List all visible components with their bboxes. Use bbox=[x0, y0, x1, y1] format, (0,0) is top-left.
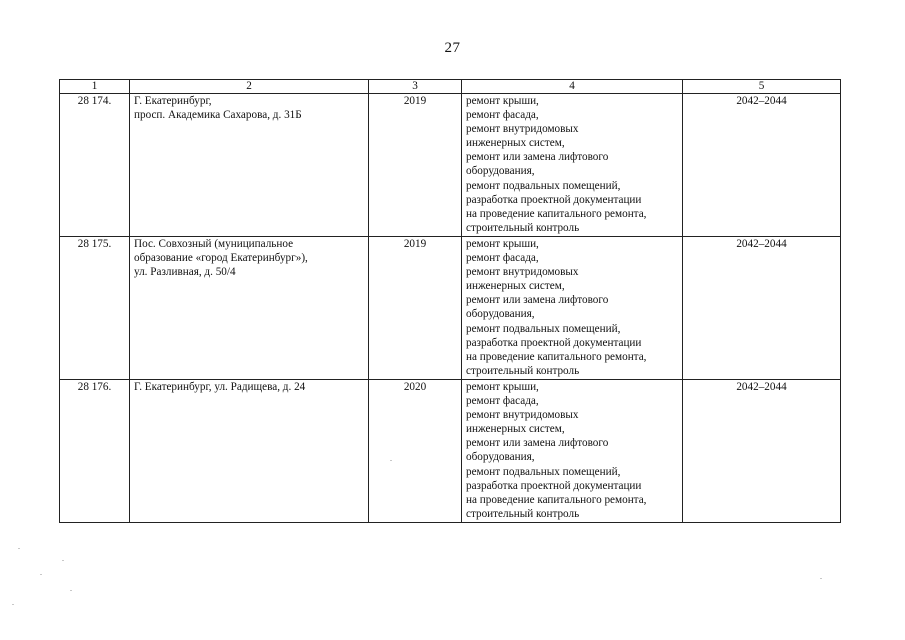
column-number-header: 5 bbox=[683, 80, 841, 94]
table-row bbox=[60, 94, 841, 237]
table-row bbox=[60, 380, 841, 523]
scan-speck bbox=[40, 574, 42, 575]
address-line: Пос. Совхозный (муниципальное bbox=[134, 238, 294, 250]
column-number-header: 2 bbox=[130, 80, 369, 94]
work-item: оборудования, bbox=[466, 308, 535, 321]
address-line: образование «город Екатеринбург»), bbox=[134, 252, 308, 265]
work-item: строительный контроль bbox=[466, 221, 580, 234]
address-cell bbox=[130, 94, 369, 237]
page-number: 27 bbox=[444, 40, 461, 56]
address-line: просп. Академика Сахарова, д. 31Б bbox=[134, 109, 302, 122]
work-item: ремонт фасада, bbox=[466, 109, 539, 122]
year-cell: 2019 bbox=[369, 237, 462, 380]
work-item: ремонт или замена лифтового bbox=[466, 437, 609, 450]
row-number: 28 174. bbox=[60, 94, 130, 237]
row-number: 28 175. bbox=[60, 237, 130, 380]
work-item: ремонт внутридомовых bbox=[466, 266, 579, 279]
capital-repair-table bbox=[59, 79, 841, 523]
period-cell: 2042–2044 bbox=[683, 94, 841, 237]
work-item: ремонт внутридомовых bbox=[466, 409, 579, 422]
works-cell bbox=[462, 94, 683, 237]
year-cell: 2019 bbox=[369, 94, 462, 237]
work-item: разработка проектной документации bbox=[466, 193, 642, 206]
work-item: инженерных систем, bbox=[466, 137, 565, 150]
address-line: Г. Екатеринбург, bbox=[134, 95, 212, 107]
work-item: ремонт подвальных помещений, bbox=[466, 322, 621, 335]
period-cell: 2042–2044 bbox=[683, 237, 841, 380]
work-item: ремонт или замена лифтового bbox=[466, 151, 609, 164]
works-cell bbox=[462, 380, 683, 523]
scan-speck bbox=[18, 548, 20, 549]
work-item: строительный контроль bbox=[466, 364, 580, 377]
work-item: ремонт фасада, bbox=[466, 252, 539, 265]
address-cell bbox=[130, 380, 369, 523]
work-item: ремонт внутридомовых bbox=[466, 123, 579, 136]
work-item: ремонт подвальных помещений, bbox=[466, 465, 621, 478]
address-cell bbox=[130, 237, 369, 380]
work-item: оборудования, bbox=[466, 165, 535, 178]
scan-speck bbox=[390, 460, 392, 461]
scan-speck bbox=[70, 590, 72, 591]
scan-speck bbox=[12, 604, 14, 605]
row-number: 28 176. bbox=[60, 380, 130, 523]
year-cell: 2020 bbox=[369, 380, 462, 523]
address-line: ул. Разливная, д. 50/4 bbox=[134, 266, 236, 279]
work-item: на проведение капитального ремонта, bbox=[466, 207, 647, 220]
work-item: ремонт крыши, bbox=[466, 238, 539, 250]
work-item: ремонт подвальных помещений, bbox=[466, 179, 621, 192]
scan-speck bbox=[820, 578, 822, 579]
column-number-header: 1 bbox=[60, 80, 130, 94]
work-item: на проведение капитального ремонта, bbox=[466, 493, 647, 506]
work-item: инженерных систем, bbox=[466, 423, 565, 436]
work-item: оборудования, bbox=[466, 451, 535, 464]
period-cell: 2042–2044 bbox=[683, 380, 841, 523]
work-item: на проведение капитального ремонта, bbox=[466, 350, 647, 363]
work-item: ремонт крыши, bbox=[466, 95, 539, 107]
column-number-row bbox=[60, 80, 841, 94]
table-row bbox=[60, 237, 841, 380]
address-line: Г. Екатеринбург, ул. Радищева, д. 24 bbox=[134, 381, 306, 393]
column-number-header: 3 bbox=[369, 80, 462, 94]
works-cell bbox=[462, 237, 683, 380]
work-item: ремонт или замена лифтового bbox=[466, 294, 609, 307]
column-number-header: 4 bbox=[462, 80, 683, 94]
work-item: ремонт фасада, bbox=[466, 395, 539, 408]
work-item: инженерных систем, bbox=[466, 280, 565, 293]
scan-speck bbox=[62, 560, 64, 561]
work-item: разработка проектной документации bbox=[466, 479, 642, 492]
work-item: разработка проектной документации bbox=[466, 336, 642, 349]
work-item: строительный контроль bbox=[466, 507, 580, 520]
work-item: ремонт крыши, bbox=[466, 381, 539, 393]
